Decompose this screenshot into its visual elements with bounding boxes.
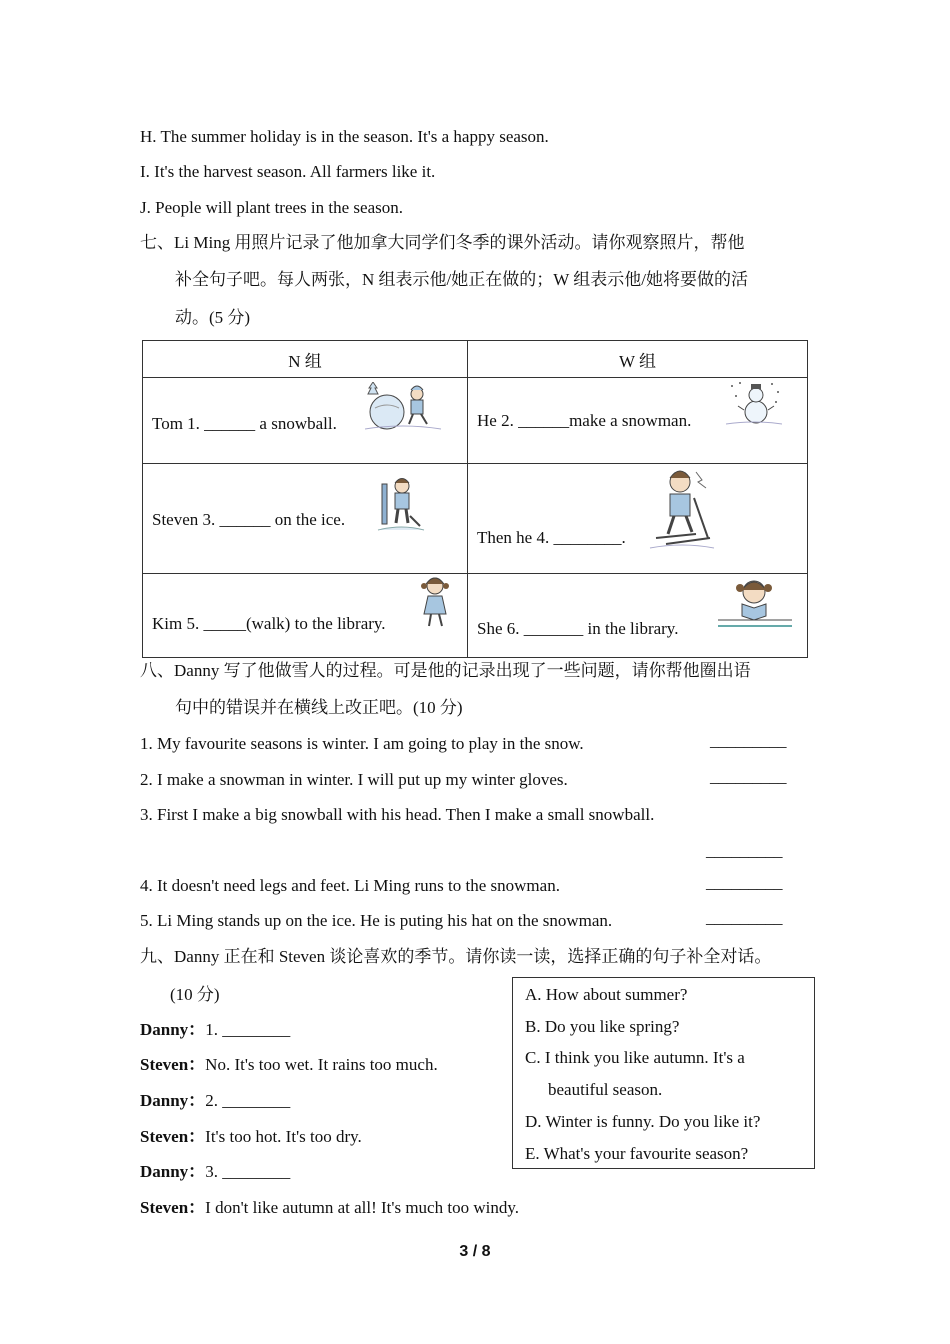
boy-rolling-snowball-image xyxy=(365,382,443,432)
cell-tom xyxy=(143,378,468,464)
activity-table xyxy=(142,340,808,658)
dialogue-text: I don't like autumn at all! It's much too windy. xyxy=(205,1198,519,1217)
boy-skating-image xyxy=(376,476,426,536)
option-d: D. Winter is funny. Do you like it? xyxy=(525,1112,761,1131)
cell-steven xyxy=(143,464,468,574)
answer-blank-2[interactable]: _________ xyxy=(710,767,787,786)
question-5: Kim 5. _____(walk) to the library. xyxy=(152,614,386,633)
speaker-steven: Steven： xyxy=(140,1055,206,1074)
speaker-steven: Steven： xyxy=(140,1127,206,1146)
page-number: 3 / 8 xyxy=(459,1243,491,1260)
correction-item-1: 1. My favourite seasons is winter. I am going to play in the snow. xyxy=(140,734,584,753)
section7-instruction-3: 动。(5 分) xyxy=(175,308,251,327)
question-6: She 6. _______ in the library. xyxy=(477,619,679,638)
boy-skiing-image xyxy=(646,468,716,552)
option-c: C. I think you like autumn. It's a xyxy=(525,1048,745,1067)
header-n-group: N 组 xyxy=(143,341,468,378)
correction-item-2: 2. I make a snowman in winter. I will put up my winter gloves. xyxy=(140,770,568,789)
dialogue-line-5 xyxy=(140,1161,290,1183)
speaker-danny: Danny： xyxy=(140,1162,206,1181)
section8-instruction-1: 八、Danny 写了他做雪人的过程。可是他的记录出现了一些问题，请你帮他圈出语 xyxy=(140,661,751,680)
speaker-danny: Danny： xyxy=(140,1020,206,1039)
correction-item-3: 3. First I make a big snowball with his head. Then I make a small snowball. xyxy=(140,805,655,824)
speaker-steven: Steven： xyxy=(140,1198,206,1217)
options-box xyxy=(512,977,815,1169)
snowman-image xyxy=(726,380,782,426)
correction-item-4: 4. It doesn't need legs and feet. Li Ming runs to the snowman. xyxy=(140,876,560,895)
option-c-continued: beautiful season. xyxy=(548,1080,663,1099)
cell-he-snowman xyxy=(468,378,808,464)
answer-blank-5[interactable]: _________ xyxy=(706,908,783,927)
option-j: J. People will plant trees in the season. xyxy=(140,198,403,217)
cell-she-library xyxy=(468,574,808,658)
section8-instruction-2: 句中的错误并在横线上改正吧。(10 分) xyxy=(175,698,463,717)
header-w-group: W 组 xyxy=(468,341,808,378)
speaker-danny: Danny： xyxy=(140,1091,206,1110)
cell-he-ski xyxy=(468,464,808,574)
dialogue-line-4 xyxy=(140,1126,362,1148)
question-3: Steven 3. ______ on the ice. xyxy=(152,510,346,529)
dialogue-line-1 xyxy=(140,1019,290,1041)
answer-blank-4[interactable]: _________ xyxy=(706,873,783,892)
option-i: I. It's the harvest season. All farmers like it. xyxy=(140,162,436,181)
girl-reading-image xyxy=(716,576,794,634)
answer-blank-1[interactable]: _________ xyxy=(710,731,787,750)
question-4: Then he 4. ________. xyxy=(477,528,626,547)
dialogue-line-6 xyxy=(140,1197,519,1219)
section9-instruction-1: 九、Danny 正在和 Steven 谈论喜欢的季节。请你读一读，选择正确的句子补全对话。 xyxy=(140,947,772,966)
option-a: A. How about summer? xyxy=(525,985,688,1004)
answer-blank-3[interactable]: _________ xyxy=(706,841,783,860)
dialogue-text[interactable]: 2. ________ xyxy=(205,1091,291,1110)
question-1: Tom 1. ______ a snowball. xyxy=(152,414,337,433)
section7-instruction-2: 补全句子吧。每人两张，N 组表示他/她正在做的；W 组表示他/她将要做的活 xyxy=(175,270,748,289)
option-e: E. What's your favourite season? xyxy=(525,1144,749,1163)
dialogue-text[interactable]: 3. ________ xyxy=(205,1162,291,1181)
section9-instruction-2: (10 分) xyxy=(170,985,220,1004)
dialogue-text: It's too hot. It's too dry. xyxy=(205,1127,362,1146)
section7-instruction-1: 七、Li Ming 用照片记录了他加拿大同学们冬季的课外活动。请你观察照片，帮他 xyxy=(140,233,745,252)
girl-walking-image xyxy=(418,576,452,634)
cell-kim xyxy=(143,574,468,658)
question-2: He 2. ______make a snowman. xyxy=(477,411,692,430)
dialogue-line-3 xyxy=(140,1090,290,1112)
dialogue-line-2 xyxy=(140,1054,438,1076)
option-b: B. Do you like spring? xyxy=(525,1017,680,1036)
dialogue-text: No. It's too wet. It rains too much. xyxy=(205,1055,438,1074)
dialogue-text[interactable]: 1. ________ xyxy=(205,1020,291,1039)
option-h: H. The summer holiday is in the season. It's a happy season. xyxy=(140,127,549,146)
correction-item-5: 5. Li Ming stands up on the ice. He is puting his hat on the snowman. xyxy=(140,911,613,930)
